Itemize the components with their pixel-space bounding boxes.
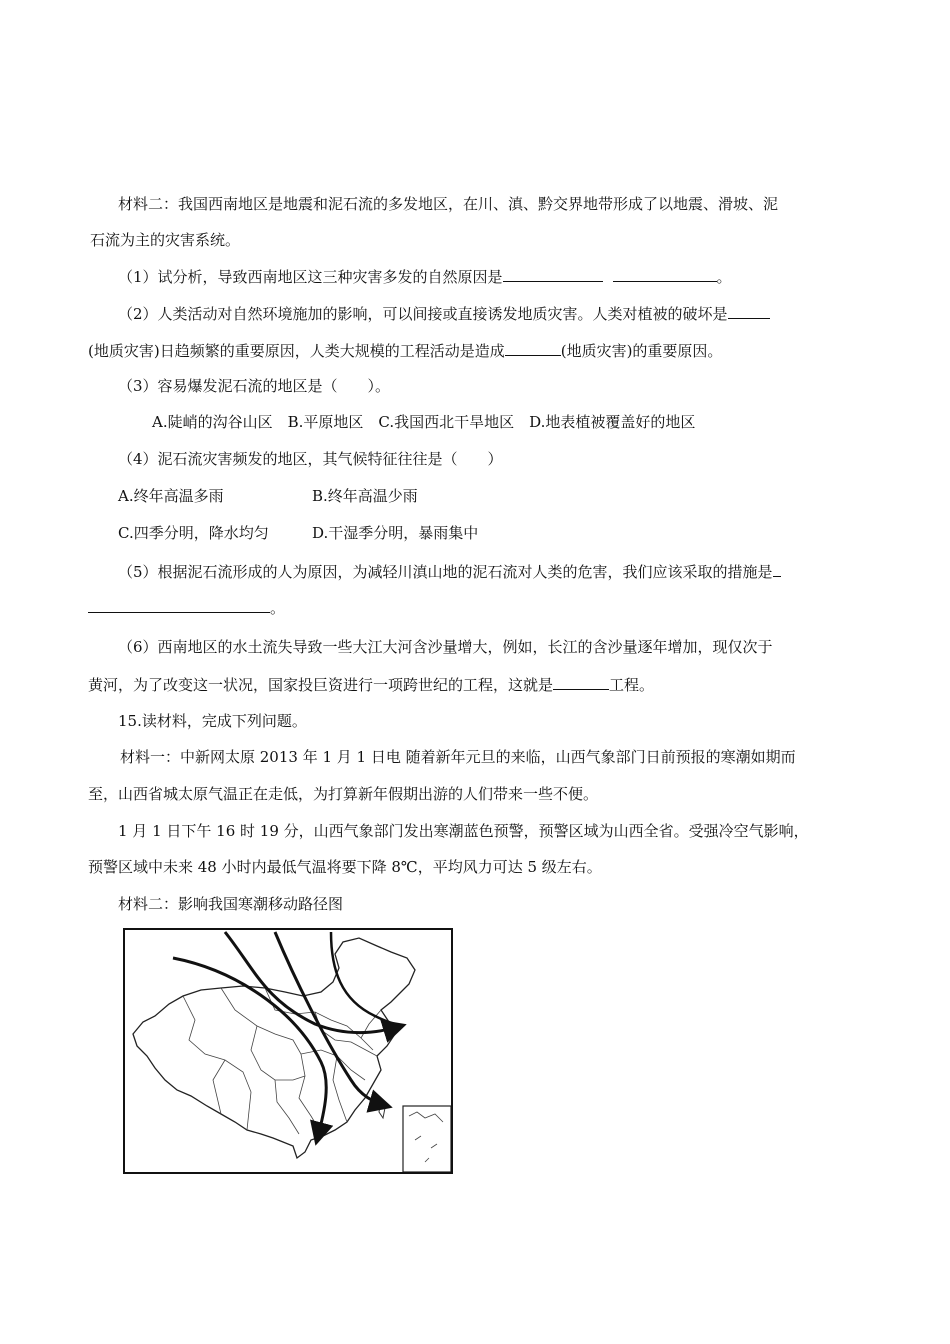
answer-blank-5a[interactable] xyxy=(773,560,781,577)
question-15-para2-line2: 预警区域中未来 48 小时内最低气温将要下降 8℃，平均风力可达 5 级左右。 xyxy=(88,858,602,876)
material2-intro-line1: 材料二：我国西南地区是地震和泥石流的多发地区，在川、滇、黔交界地带形成了以地震、滑坡、泥 xyxy=(118,195,779,213)
question-2-text: （2）人类活动对自然环境施加的影响，可以间接或直接诱发地质灾害。人类对植被的破坏是 xyxy=(118,305,728,323)
question-6-tail: 工程。 xyxy=(609,676,655,694)
cold-wave-path-west xyxy=(173,958,326,1140)
country-outline xyxy=(133,938,415,1158)
answer-blank-2b[interactable] xyxy=(505,339,561,356)
answer-blank-2a[interactable] xyxy=(728,302,770,319)
question-15-material2-title: 材料二：影响我国寒潮移动路径图 xyxy=(118,895,344,913)
question-2-tail: (地质灾害)的重要原因。 xyxy=(560,342,723,360)
question-2-line2 xyxy=(88,339,722,362)
question-3-stem: （3）容易爆发泥石流的地区是（ ）。 xyxy=(118,377,391,395)
question-1-tail: 。 xyxy=(716,268,732,286)
question-4-option-d: D.干湿季分明，暴雨集中 xyxy=(312,524,479,542)
question-1 xyxy=(118,265,732,288)
question-15-para2-line1: 1 月 1 日下午 16 时 19 分，山西气象部门发出寒潮蓝色预警，预警区域为山西全省。受强冷空气影响， xyxy=(118,822,809,840)
question-3-options: A.陡峭的沟谷山区 B.平原地区 C.我国西北干旱地区 D.地表植被覆盖好的地区 xyxy=(152,413,696,431)
answer-blank-1[interactable] xyxy=(503,265,603,282)
china-cold-wave-path-map-icon xyxy=(123,928,453,1174)
answer-blank-5b[interactable] xyxy=(88,596,270,613)
question-6-text2: 黄河，为了改变这一状况，国家投巨资进行一项跨世纪的工程，这就是 xyxy=(88,676,554,694)
answer-blank-1b[interactable] xyxy=(613,265,717,282)
question-5-line2 xyxy=(88,596,285,619)
question-5-tail: 。 xyxy=(270,599,286,617)
question-4-option-a: A.终年高温多雨 xyxy=(118,487,224,505)
question-15-material1-line1: 材料一：中新网太原 2013 年 1 月 1 日电 随着新年元旦的来临，山西气象部门日前预报的寒潮如期而 xyxy=(120,748,796,766)
question-6-line2 xyxy=(88,673,654,696)
question-4-option-c: C.四季分明，降水均匀 xyxy=(118,524,269,542)
material2-intro-line2: 石流为主的灾害系统。 xyxy=(90,231,241,249)
question-15-stem: 15.读材料，完成下列问题。 xyxy=(118,712,307,730)
question-1-text: （1）试分析，导致西南地区这三种灾害多发的自然原因是 xyxy=(118,268,503,286)
inset-box xyxy=(403,1106,451,1172)
question-4-stem: （4）泥石流灾害频发的地区，其气候特征往往是（ ） xyxy=(118,450,503,468)
question-5-line1 xyxy=(118,560,781,583)
answer-blank-6[interactable] xyxy=(553,673,609,690)
question-2-line1 xyxy=(118,302,770,325)
question-4-option-b: B.终年高温少雨 xyxy=(312,487,418,505)
question-5-text: （5）根据泥石流形成的人为原因，为减轻川滇山地的泥石流对人类的危害，我们应该采取的措施是 xyxy=(118,563,773,581)
map-drawing xyxy=(125,930,451,1172)
cold-wave-path-east xyxy=(331,932,403,1026)
question-6-line1: （6）西南地区的水土流失导致一些大江大河含沙量增大，例如，长江的含沙量逐年增加，现仅次于 xyxy=(118,638,773,656)
question-2-text2: (地质灾害)日趋频繁的重要原因，人类大规模的工程活动是造成 xyxy=(88,342,505,360)
question-15-material1-line2: 至，山西省城太原气温正在走低，为打算新年假期出游的人们带来一些不便。 xyxy=(88,785,599,803)
